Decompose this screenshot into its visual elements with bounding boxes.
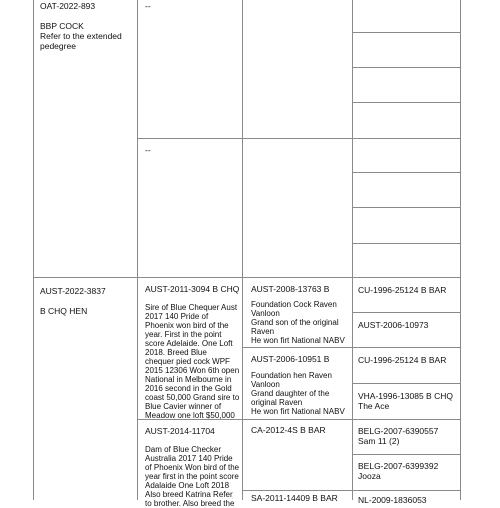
ancestor-name: Jooza — [358, 471, 381, 481]
granddam-description: Foundation hen Raven Vanloon Grand daughter of the original Raven He won firt National NABV — [251, 371, 345, 416]
grid-line — [352, 419, 460, 420]
grid-line — [242, 0, 243, 500]
granddam-ring-id: AUST-2006-10951 B — [251, 354, 330, 364]
grid-line — [33, 277, 137, 278]
grid-line — [137, 138, 242, 139]
grid-line — [352, 32, 460, 33]
grid-line — [242, 490, 352, 491]
ancestor-ring-id: NL-2009-1836053 — [358, 495, 427, 505]
pigeon-type: B CHQ HEN — [40, 306, 88, 316]
grid-line — [352, 454, 460, 455]
grid-line — [352, 67, 460, 68]
grid-line — [352, 312, 460, 313]
grid-line — [352, 102, 460, 103]
grid-line — [352, 138, 460, 139]
ancestor-ring-id: CU-1996-25124 B BAR — [358, 355, 447, 365]
grid-line — [352, 347, 460, 348]
pigeon-ring-id: OAT-2022-893 — [40, 1, 96, 11]
grid-line — [242, 419, 352, 420]
grid-line — [352, 383, 460, 384]
grid-line — [242, 138, 352, 139]
grandsire-ring-id: CA-2012-4S B BAR — [251, 425, 326, 435]
grid-line — [352, 207, 460, 208]
ancestor-name: The Ace — [358, 401, 390, 411]
grandsire-description: Foundation Cock Raven Vanloon Grand son of the original Raven He won firt National NABV — [251, 300, 345, 345]
ancestor-ring-id: BELG-2007-6399392 — [358, 461, 439, 471]
dam-ring-id: AUST-2014-11704 — [145, 426, 215, 436]
dam-description: Dam of Blue Checker Australia 2017 140 Pride of Phoenix Won bird of the year first in the point score Adalaide One Loft 2018 Also breed Katrina Refer to brother. Also breed the — [145, 445, 240, 508]
grid-line — [242, 347, 352, 348]
sire-ring-id: -- — [145, 1, 151, 11]
grid-line — [460, 0, 461, 500]
ancestor-ring-id: CU-1996-25124 B BAR — [358, 285, 447, 295]
ancestor-ring-id: AUST-2006-10973 — [358, 320, 429, 330]
pigeon-note: Refer to the extended pedegree — [40, 31, 122, 51]
grid-line — [137, 277, 242, 278]
pigeon-ring-id: AUST-2022-3837 — [40, 286, 106, 296]
grid-line — [242, 277, 352, 278]
granddam-ring-id: SA-2011-14409 B BAR — [251, 493, 338, 503]
dam-ring-id: -- — [145, 145, 151, 155]
sire-ring-id: AUST-2011-3094 B CHQ — [145, 284, 240, 294]
grid-line — [352, 172, 460, 173]
grandsire-ring-id: AUST-2008-13763 B — [251, 284, 330, 294]
grid-line — [137, 0, 138, 500]
grid-line — [33, 0, 34, 500]
ancestor-ring-id: VHA-1996-13085 B CHQ — [358, 391, 453, 401]
grid-line — [352, 243, 460, 244]
sire-description: Sire of Blue Chequer Aust 2017 140 Pride of Phoenix won bird of the year. First in the point score Adelaide. One Loft 2018. Breed Blue chequer pied cock WPF 2015 12306 Won 6th open National in Melbourne in 2016 second in the Gold coast 50,000 Grand sire to Blue Cavier winner of Meadow one loft $50,000 — [145, 303, 240, 420]
grid-line — [352, 490, 460, 491]
pigeon-type: BBP COCK — [40, 21, 84, 31]
ancestor-ring-id: BELG-2007-6390557 — [358, 426, 439, 436]
ancestor-name: Sam 11 (2) — [358, 436, 400, 446]
grid-line — [352, 277, 460, 278]
grid-line — [352, 0, 353, 500]
